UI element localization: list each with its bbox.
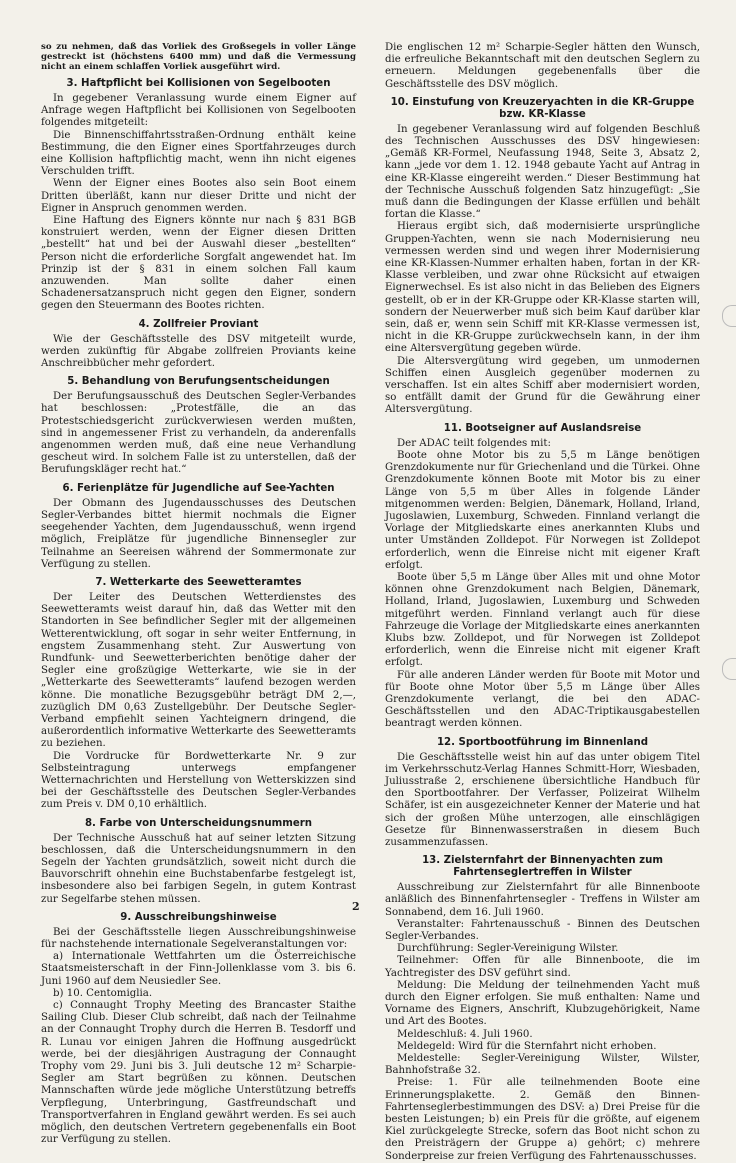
section-heading: 5. Behandlung von Berufungsentscheidungen (67, 376, 330, 388)
section-heading: 12. Sportbootführung im Binnenland (436, 736, 649, 748)
section-heading: 4. Zollfreier Proviant (138, 318, 259, 330)
right-column (385, 42, 700, 1163)
left-column (41, 42, 356, 1146)
paragraph: Die Geschäftsstelle weist hin auf das unter obigem Titel im Verkehrsschutz-Verlag Hannes Schmitt-Horr, Wiesbaden, Juliusstraße 2, erschienene übersichtliche Handbuch für den Sportbootfahrer. Der Verfasser, Polizeirat Wilhelm Schäfer, ist ein ausgezeichneter Kenner der Materie und hat sich der großen Mühe unterzogen, alle einschlägigen Gesetze für Binnenwasserstraßen in diesem Buch zusammenzufassen. (385, 751, 700, 848)
paragraph: Boote über 5,5 m Länge über Alles mit und ohne Motor können ohne Grenzdokument nach Belgien, Dänemark, Holland, Irland, Jugoslawien, Luxemburg und Schweden mitgeführt werden. Finnland verlangt auch für diese Fahrzeuge die Vorlage der Mitgliedskarte eines anerkannten Klubs bzw. Zolldepot, und für Norwegen ist Zolldepot erforderlich, wenn die Einreise nicht mit eigener Kraft erfolgt. (385, 571, 700, 669)
paragraph: Meldestelle: Segler-Vereinigung Wilster, Wilster, Bahnhofstraße 32. (385, 1053, 700, 1077)
paragraph: Der Leiter des Deutschen Wetterdienstes des Seewetteramts weist darauf hin, daß das Wetter mit den Standorten in See befindlicher Segler mit der allgemeinen Wetterentwicklung, oft sogar in sehr weiter Entfernung, in engstem Zusammenhang steht. Zur Auswertung von Rundfunk- und Seewetterberichten benötige daher der Segler eine großzügige Wetterkarte, wie sie in der „Wetterkarte des Seewetteramts“ laufend bezogen werden könne. Die monatliche Bezugsgebühr beträgt DM 2,—, zuzüglich DM 0,63 Zustellgebühr. Der Deutsche Segler-Verband empfiehlt seinen Yachteignern dringend, die außerordentlich informative Wetterkarte des Seewetteramts zu beziehen. (41, 591, 356, 750)
paragraph: Die Altersvergütung wird gegeben, um unmodernen Schiffen einen Ausgleich gegenüber modernen zu verschaffen. Ist ein altes Schiff aber modernisiert worden, so entfällt damit der Grund für die Gewährung einer Altersvergütung. (385, 355, 700, 416)
paragraph: Hieraus ergibt sich, daß modernisierte ursprüngliche Gruppen-Yachten, wenn sie nach Modernisierung neu vermessen werden sind und wegen ihrer Modernisierung eine KR-Klassen-Nummer erhalten haben, fortan in der KR-Klasse verbleiben, und zwar ohne Rücksicht auf etwaigen Eignerwechsel. Es ist also nicht in das Belieben des Eigners gestellt, ob er in der KR-Gruppe oder KR-Klasse starten will, sondern der Neuerwerber muß sich beim Kauf darüber klar sein, daß er, wenn sein Schiff mit KR-Klasse vermessen ist, nicht in die KR-Gruppe zurückwechseln kann, in der ihm eine Altersvergütung gegeben würde. (385, 221, 700, 355)
paragraph: Veranstalter: Fahrtenausschuß - Binnen des Deutschen Segler-Verbandes. (385, 918, 700, 942)
paragraph: Meldeschluß: 4. Juli 1960. (397, 1028, 533, 1040)
paragraph: a) Internationale Wettfahrten um die Österreichische Staatsmeisterschaft in der Finn-Jollenklasse vom 3. bis 6. Juni 1960 auf dem Neusiedler See. (41, 951, 356, 987)
paragraph: Boote ohne Motor bis zu 5,5 m Länge benötigen Grenzdokumente nur für Griechenland und die Türkei. Ohne Grenzdokumente können Boote mit Motor bis zu einer Länge von 5,5 m über Alles in folgende Länder mitgenommen werden: Belgien, Dänemark, Holland, Irland, Jugoslawien, Luxemburg, Schweden. Finnland verlangt die Vorlage der Mitgliedskarte eines anerkannten Klubs und unter Umständen Zolldepot. Für Norwegen ist Zolldepot erforderlich, wenn die Einreise nicht mit eigener Kraft erfolgt. (385, 449, 700, 571)
section-heading: 8. Farbe von Unterscheidungsnummern (84, 817, 313, 829)
paragraph: Die englischen 12 m² Scharpie-Segler hätten den Wunsch, die erfreuliche Bekanntschaft mit den deutschen Seglern zu erneuern. Meldungen gegebenenfalls über die Geschäftsstelle des DSV möglich. (385, 42, 700, 90)
section-heading: 7. Wetterkarte des Seewetteramtes (95, 576, 302, 588)
paragraph: Die Vordrucke für Bordwetterkarte Nr. 9 zur Selbsteintragung unterwegs empfangener Wetternachrichten und Herstellung von Wetterskizzen sind bei der Geschäftsstelle des Deutschen Segler-Verbandes zum Preis v. DM 0,10 erhältlich. (41, 750, 356, 811)
paragraph: Wenn der Eigner eines Bootes also sein Boot einem Dritten überläßt, kann nur dieser Dritte und nicht der Eigner in Anspruch genommen werden. (41, 178, 356, 214)
paragraph: Die Binnenschiffahrtsstraßen-Ordnung enthält keine Bestimmung, die den Eigner eines Sportfahrzeuges durch eine Kollision haftpflichtig macht, wenn ihn nicht eigenes Verschulden trifft. (41, 129, 356, 178)
paragraph: Ausschreibung zur Zielsternfahrt für alle Binnenboote anläßlich des Binnenfahrtensegler - Treffens in Wilster am Sonnabend, dem 16. Juli 1960. (385, 882, 700, 918)
paragraph: Eine Haftung des Eigners könnte nur nach § 831 BGB konstruiert werden, wenn der Eigner diesen Dritten „bestellt“ hat und bei der Auswahl dieser „bestellten“ Person nicht die erforderliche Sorgfalt angewendet hat. Im Prinzip ist der § 831 in einem solchen Fall kaum anzuwenden. Man sollte daher einen Schadenersatzanspruch nicht gegen den Eigner, sondern gegen den Steuermann des Bootes richten. (41, 215, 356, 312)
paragraph: Meldegeld: Wird für die Sternfahrt nicht erhoben. (397, 1040, 657, 1052)
paragraph: Der ADAC teilt folgendes mit: (397, 437, 551, 449)
section-heading: 10. Einstufung von Kreuzeryachten in die KR-Gruppe bzw. KR-Klasse (390, 96, 695, 120)
section-heading: 9. Ausschreibungshinweise (120, 911, 277, 923)
section-heading: 11. Bootseigner auf Auslandsreise (443, 422, 642, 434)
paragraph: Für alle anderen Länder werden für Boote mit Motor und für Boote ohne Motor über 5,5 m Länge über Alles Grenzdokumente verlangt, die bei den ADAC-Geschäftsstellen und den ADAC-Triptikausgabestellen beantragt werden können. (385, 669, 700, 730)
paragraph: b) 10. Centomiglia. (53, 987, 153, 999)
paragraph: so zu nehmen, daß das Vorliek des Großsegels in voller Länge gestreckt ist (höchstens 6400 mm) und daß die Vermessung nicht an einem schlaffen Vorliek ausgeführt wird. (41, 42, 356, 72)
page-number: 2 (352, 900, 360, 913)
paragraph: Teilnehmer: Offen für alle Binnenboote, die im Yachtregister des DSV geführt sind. (385, 955, 700, 979)
paragraph: Der Berufungsausschuß des Deutschen Segler-Verbandes hat beschlossen: „Protestfälle, die an das Protestschiedsgericht zurückverwiesen werden mußten, sind in angemessener Frist zu verhandeln, da anderenfalls angenommen werden muß, daß eine neue Verhandlung gescheut wird. In solchem Falle ist zu unterstellen, daß der Berufungskläger recht hat.“ (41, 391, 356, 476)
paragraph: Bei der Geschäftsstelle liegen Ausschreibungshinweise für nachstehende internationale Segelveranstaltungen vor: (41, 926, 356, 950)
paragraph: Preise: 1. Für alle teilnehmenden Boote eine Erinnerungsplakette. 2. Gemäß den Binnen-Fahrtenseglerbestimmungen des DSV: a) Drei Preise für die besten Leistungen; b) ein Preis für die größte, auf eigenem Kiel zurückgelegte Strecke, sofern das Boot nicht schon zu den Preisträgern der Gruppe a) gehört; c) mehrere Sonderpreise zur freien Verfügung des Fahrtenausschusses. (385, 1077, 700, 1162)
paragraph: Der Technische Ausschuß hat auf seiner letzten Sitzung beschlossen, daß die Unterscheidungsnummern in den Segeln der Yachten grundsätzlich, soweit nicht durch die Bauvorschrift ohnehin eine Buchstabenfarbe festgelegt ist, insbesondere also bei farbigen Segeln, in gutem Kontrast zur Segelfarbe stehen müssen. (41, 832, 356, 905)
paragraph: In gegebener Veranlassung wird auf folgenden Beschluß des Technischen Ausschusses des DSV hingewiesen: „Gemäß KR-Formel, Neufassung 1948, Seite 3, Absatz 2, kann „jede vor dem 1. 12. 1948 gebaute Yacht auf Antrag in eine KR-Klasse eingereiht werden.“ Dieser Bestimmung hat der Technische Ausschuß folgenden Satz hinzugefügt: „Sie muß dann die Bedingungen der Klasse erfüllen und behält fortan die Klasse.“ (385, 123, 700, 221)
paragraph: Meldung: Die Meldung der teilnehmenden Yacht muß durch den Eigner erfolgen. Sie muß enthalten: Name und Vorname des Eigners, Anschrift, Klubzugehörigkeit, Name und Art des Bootes. (385, 979, 700, 1028)
paragraph: Durchführung: Segler-Vereinigung Wilster. (397, 943, 619, 955)
paragraph: c) Connaught Trophy Meeting des Brancaster Staithe Sailing Club. Dieser Club schreibt, daß nach der Teilnahme an der Connaught Trophy durch die Herren B. Tesdorff und R. Lunau vor einigen Jahren die Hoffnung ausgedrückt werde, bei der diesjährigen Austragung der Connaught Trophy vom 29. Juni bis 3. Juli deutsche 12 m² Scharpie-Segler am Start begrüßen zu können. Deutschen Mannschaften würde jede mögliche Unterstützung betreffs Verpflegung, Unterbringung, Gastfreundschaft und Transportverfahren in England gewährt werden. Es sei auch möglich, den deutschen Vertretern gegebenenfalls ein Boot zur Verfügung zu stellen. (41, 1000, 356, 1146)
section-heading: 6. Ferienplätze für Jugendliche auf See-Yachten (62, 482, 335, 494)
paragraph: Der Obmann des Jugendausschusses des Deutschen Segler-Verbandes bittet hiermit nochmals die Eigner seegehender Yachten, dem Jugendausschuß, wenn irgend möglich, Freiplätze für jugendliche Binnensegler zur Teilnahme an Seereisen während der Sommermonate zur Verfügung zu stellen. (41, 497, 356, 570)
paragraph: Wie der Geschäftsstelle des DSV mitgeteilt wurde, werden zukünftig für Abgabe zollfreien Proviants keine Anschreibbücher mehr gefordert. (41, 333, 356, 370)
section-heading: 3. Haftpflicht bei Kollisionen von Segelbooten (66, 78, 331, 89)
paragraph: In gegebener Veranlassung wurde einem Eigner auf Anfrage wegen Haftpflicht bei Kollisionen von Segelbooten folgendes mitgeteilt: (41, 93, 356, 129)
punch-hole-bottom (722, 658, 736, 680)
section-heading: 13. Zielsternfahrt der Binnenyachten zum Fahrtenseglertreffen in Wilster (422, 855, 663, 879)
punch-hole-top (722, 305, 736, 327)
